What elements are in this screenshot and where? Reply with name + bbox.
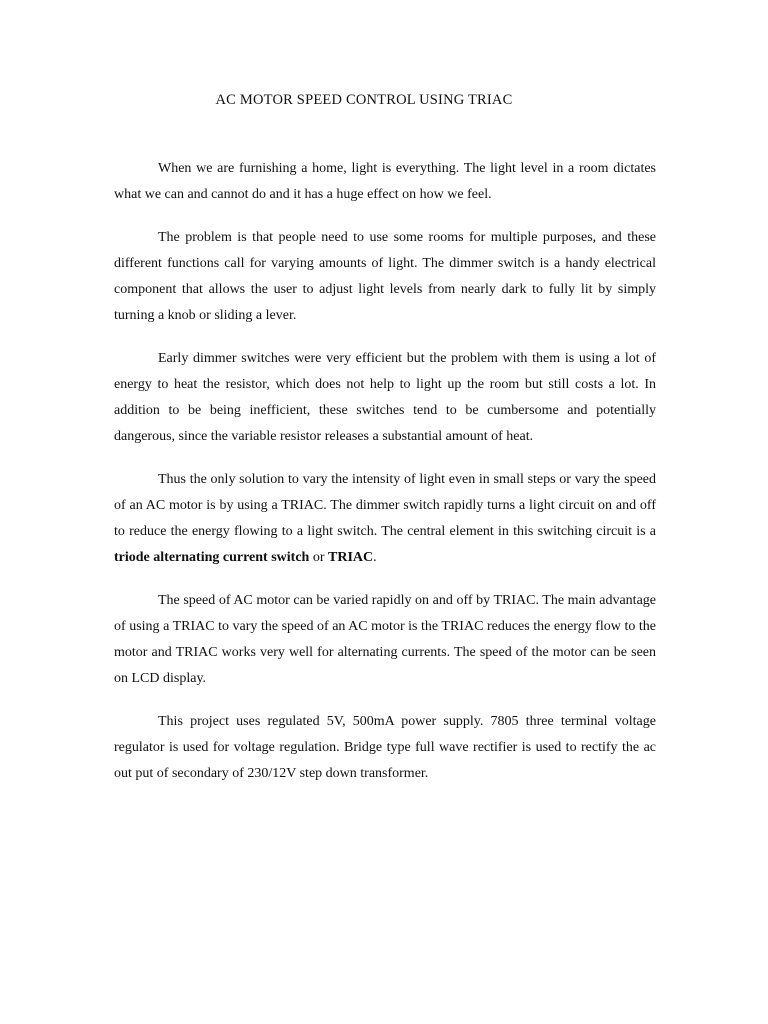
- document-title: AC MOTOR SPEED CONTROL USING TRIAC: [215, 92, 513, 108]
- bold-term-triode: triode alternating current switch: [114, 550, 310, 565]
- paragraph-2: The problem is that people need to use some rooms for multiple purposes, and these different functions call for varying amounts of light. The dimmer switch is a handy electrical component that allows the user to adjust light levels from nearly dark to fully lit by simply turning a knob or sliding a lever.: [114, 230, 656, 323]
- paragraph-4: [114, 467, 656, 571]
- paragraph-4-text-after: .: [373, 550, 377, 565]
- paragraph-5: The speed of AC motor can be varied rapidly on and off by TRIAC. The main advantage of using a TRIAC to vary the speed of an AC motor is the TRIAC reduces the energy flow to the motor and TRIAC works very well for alternating currents. The speed of the motor can be seen on LCD display.: [114, 593, 656, 686]
- paragraph-3: Early dimmer switches were very efficient but the problem with them is using a lot of energy to heat the resistor, which does not help to light up the room but still costs a lot. In addition to be being inefficient, these switches tend to be cumbersome and potentially dangerous, since the variable resistor releases a substantial amount of heat.: [114, 351, 656, 444]
- paragraph-1: When we are furnishing a home, light is everything. The light level in a room dictates what we can and cannot do and it has a huge effect on how we feel.: [114, 161, 656, 202]
- document-body: [114, 156, 656, 804]
- paragraph-4-text-before: Thus the only solution to vary the intensity of light even in small steps or vary the speed of an AC motor is by using a TRIAC. The dimmer switch rapidly turns a light circuit on and off to reduce the energy flowing to a light switch. The central element in this switching circuit is a: [114, 472, 656, 539]
- paragraph-4-text-middle: or: [309, 550, 328, 565]
- bold-term-triac: TRIAC: [328, 550, 374, 565]
- paragraph-6: This project uses regulated 5V, 500mA power supply. 7805 three terminal voltage regulator is used for voltage regulation. Bridge type full wave rectifier is used to rectify the ac out put of secondary of 230/12V step down transformer.: [114, 714, 656, 781]
